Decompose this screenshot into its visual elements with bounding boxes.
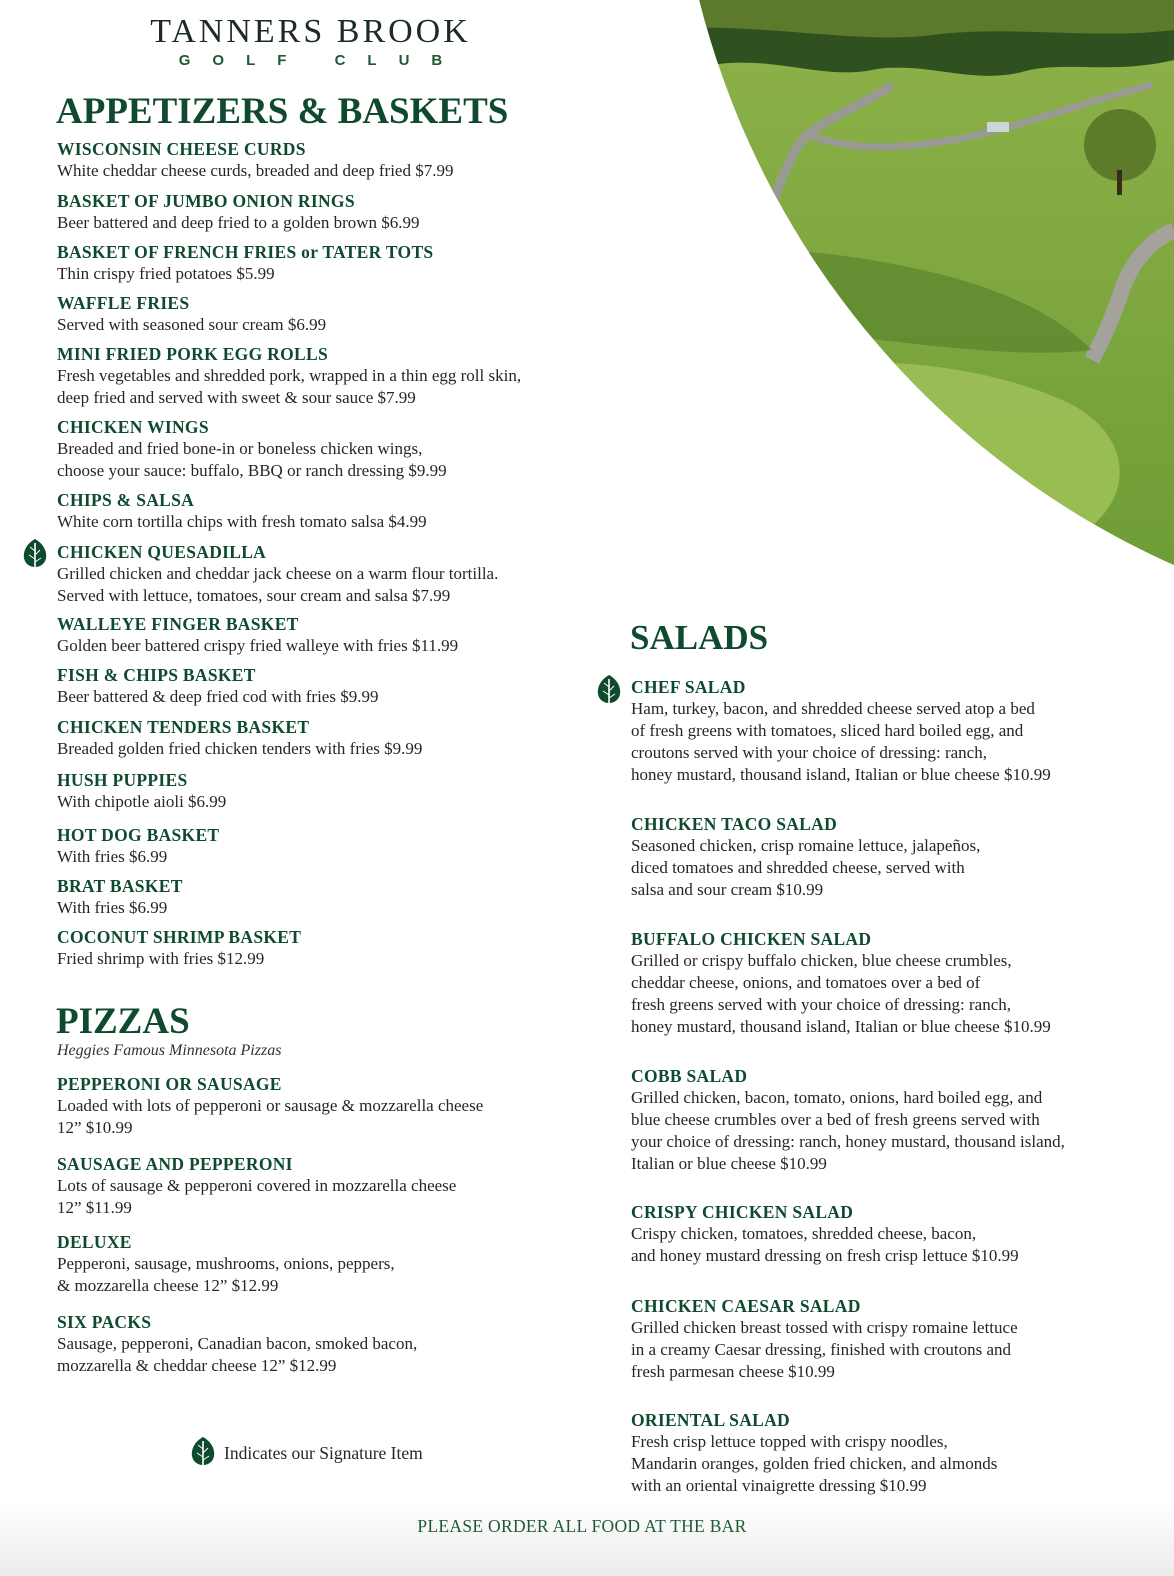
menu-item: [631, 813, 980, 901]
menu-item: [631, 676, 1051, 786]
item-name: BASKET OF JUMBO ONION RINGS: [57, 191, 355, 211]
item-name: BRAT BASKET: [57, 876, 183, 896]
item-description: Breaded golden fried chicken tenders with fries $9.99: [57, 739, 423, 758]
menu-item: [57, 824, 219, 868]
item-name: CHICKEN TENDERS BASKET: [57, 717, 310, 737]
item-description: Lots of sausage & pepperoni covered in mozzarella cheese 12” $11.99: [57, 1176, 457, 1217]
signature-legend: [190, 1436, 423, 1470]
menu-item: [57, 416, 447, 482]
menu-item: [57, 1153, 456, 1219]
menu-item: [57, 613, 458, 657]
menu-item: [57, 343, 521, 409]
menu-item: [631, 1201, 1019, 1267]
item-name: HOT DOG BASKET: [57, 825, 220, 845]
pizzas-subtitle: Heggies Famous Minnesota Pizzas: [57, 1042, 282, 1059]
item-name: COCONUT SHRIMP BASKET: [57, 927, 302, 947]
item-description: With chipotle aioli $6.99: [57, 792, 227, 811]
menu-item: [57, 926, 301, 970]
footer-notice: PLEASE ORDER ALL FOOD AT THE BAR: [417, 1516, 747, 1536]
item-name: FISH & CHIPS BASKET: [57, 665, 256, 685]
item-description: Pepperoni, sausage, mushrooms, onions, peppers, & mozzarella cheese 12” $12.99: [57, 1254, 395, 1295]
logo-name: TANNERS BROOK: [150, 13, 471, 50]
item-name: COBB SALAD: [631, 1066, 748, 1086]
club-logo: [118, 12, 503, 70]
item-name: WISCONSIN CHEESE CURDS: [57, 139, 306, 159]
item-name: CHICKEN TACO SALAD: [631, 814, 838, 834]
menu-item: [631, 1409, 997, 1497]
footer-bar: [0, 1500, 1174, 1576]
item-description: Grilled chicken breast tossed with crispy romaine lettuce in a creamy Caesar dressing, finished with croutons and fresh parmesan cheese $10.99: [631, 1318, 1018, 1381]
item-name: WALLEYE FINGER BASKET: [57, 614, 299, 634]
menu-item: [57, 1231, 395, 1297]
item-name: CHICKEN QUESADILLA: [57, 542, 267, 562]
menu-item: [57, 489, 427, 533]
pizzas-heading: PIZZAS: [56, 1001, 190, 1042]
item-name: DELUXE: [57, 1232, 132, 1252]
item-name: CRISPY CHICKEN SALAD: [631, 1202, 854, 1222]
item-description: Fried shrimp with fries $12.99: [57, 949, 265, 968]
item-name: SIX PACKS: [57, 1312, 152, 1332]
golf-course-photo: [592, 0, 1174, 640]
legend-text: Indicates our Signature Item: [224, 1442, 423, 1463]
item-description: Seasoned chicken, crisp romaine lettuce, jalapeños, diced tomatoes and shredded cheese, served with salsa and sour cream $10.99: [631, 836, 981, 899]
signature-leaf-icon: [22, 538, 48, 572]
item-name: CHICKEN CAESAR SALAD: [631, 1296, 861, 1316]
menu-item: [57, 241, 433, 285]
item-name: BUFFALO CHICKEN SALAD: [631, 929, 872, 949]
item-name: WAFFLE FRIES: [57, 293, 190, 313]
signature-leaf-icon: [190, 1436, 216, 1470]
item-description: Beer battered and deep fried to a golden brown $6.99: [57, 213, 420, 232]
item-description: White corn tortilla chips with fresh tomato salsa $4.99: [57, 512, 427, 531]
menu-item: [57, 716, 422, 760]
item-description: Grilled chicken, bacon, tomato, onions, hard boiled egg, and blue cheese crumbles over a bed of fresh greens served with your choice of dressing: ranch, honey mustard, thousand island, Italian or blue cheese $10.99: [631, 1088, 1065, 1173]
menu-item: [57, 769, 226, 813]
item-description: Sausage, pepperoni, Canadian bacon, smoked bacon, mozzarella & cheddar cheese 12” $12.99: [57, 1334, 418, 1375]
menu-item: [57, 541, 498, 607]
menu-item: [57, 292, 326, 336]
menu-item: [57, 1073, 483, 1139]
menu-item: [631, 1295, 1018, 1383]
menu-item: [631, 928, 1051, 1038]
item-description: Grilled or crispy buffalo chicken, blue cheese crumbles, cheddar cheese, onions, and tomatoes over a bed of fresh greens served with your choice of dressing: ranch, honey mustard, thousand island, Italian or blue cheese $10.99: [631, 951, 1051, 1036]
salads-heading: SALADS: [630, 618, 769, 657]
menu-item: [57, 875, 183, 919]
item-description: With fries $6.99: [57, 898, 168, 917]
logo-subtitle: GOLF CLUB: [178, 52, 465, 69]
menu-item: [631, 1065, 1065, 1175]
menu-item: [57, 138, 453, 182]
item-name: PEPPERONI OR SAUSAGE: [57, 1074, 282, 1094]
signature-leaf-icon: [596, 674, 622, 708]
item-name: MINI FRIED PORK EGG ROLLS: [57, 344, 328, 364]
item-description: Beer battered & deep fried cod with fries $9.99: [57, 687, 379, 706]
item-description: Thin crispy fried potatoes $5.99: [57, 264, 275, 283]
item-name: ORIENTAL SALAD: [631, 1410, 790, 1430]
menu-item: [57, 664, 378, 708]
item-name: BASKET OF FRENCH FRIES or TATER TOTS: [57, 242, 434, 262]
item-name: HUSH PUPPIES: [57, 770, 188, 790]
item-description: Grilled chicken and cheddar jack cheese on a warm flour tortilla. Served with lettuce, tomatoes, sour cream and salsa $7.99: [57, 564, 499, 605]
item-name: CHEF SALAD: [631, 677, 746, 697]
item-description: Fresh vegetables and shredded pork, wrapped in a thin egg roll skin, deep fried and served with sweet & sour sauce $7.99: [57, 366, 522, 407]
item-description: Served with seasoned sour cream $6.99: [57, 315, 327, 334]
item-description: Ham, turkey, bacon, and shredded cheese served atop a bed of fresh greens with tomatoes, sliced hard boiled egg, and croutons served with your choice of dressing: ranch, honey mustard, thousand island, Italian or blue cheese $10.99: [631, 699, 1051, 784]
item-description: Breaded and fried bone-in or boneless chicken wings, choose your sauce: buffalo, BBQ or ranch dressing $9.99: [57, 439, 447, 480]
menu-item: [57, 1311, 417, 1377]
item-description: With fries $6.99: [57, 847, 168, 866]
item-name: CHICKEN WINGS: [57, 417, 209, 437]
item-description: Fresh crisp lettuce topped with crispy noodles, Mandarin oranges, golden fried chicken, and almonds with an oriental vinaigrette dressing $10.99: [631, 1432, 998, 1495]
item-name: CHIPS & SALSA: [57, 490, 195, 510]
appetizers-heading: APPETIZERS & BASKETS: [56, 91, 509, 132]
item-description: Golden beer battered crispy fried walleye with fries $11.99: [57, 636, 459, 655]
menu-item: [57, 190, 420, 234]
item-description: Crispy chicken, tomatoes, shredded cheese, bacon, and honey mustard dressing on fresh crisp lettuce $10.99: [631, 1224, 1019, 1265]
item-name: SAUSAGE AND PEPPERONI: [57, 1154, 293, 1174]
item-description: Loaded with lots of pepperoni or sausage & mozzarella cheese 12” $10.99: [57, 1096, 484, 1137]
item-description: White cheddar cheese curds, breaded and deep fried $7.99: [57, 161, 454, 180]
